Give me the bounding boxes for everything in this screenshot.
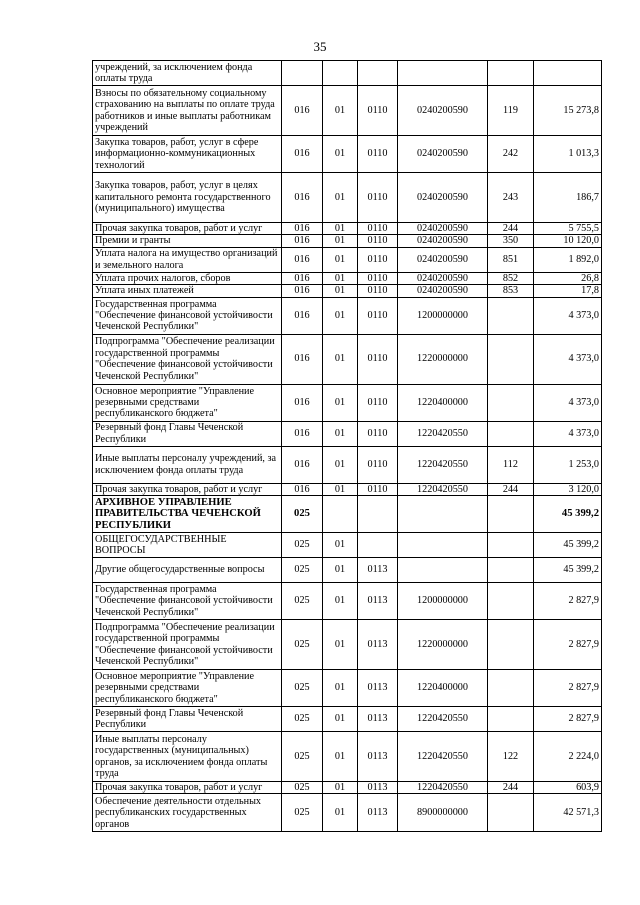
table-row xyxy=(93,136,602,173)
subsection-code-cell: 0113 xyxy=(358,583,398,620)
section-code-cell: 01 xyxy=(323,583,358,620)
amount-cell xyxy=(534,61,602,86)
amount-cell: 4 373,0 xyxy=(534,384,602,421)
row-name-cell: Премии и гранты xyxy=(93,235,282,247)
subsection-code-cell xyxy=(358,496,398,533)
table-row xyxy=(93,483,602,495)
target-code-cell: 1220000000 xyxy=(398,620,488,670)
amount-cell: 4 373,0 xyxy=(534,421,602,446)
target-code-cell: 1220420550 xyxy=(398,483,488,495)
ministry-code-cell: 016 xyxy=(282,223,323,235)
row-name-cell: Основное мероприятие "Управление резервными средствами республиканского бюджета" xyxy=(93,670,282,707)
expense-type-cell: 112 xyxy=(488,446,534,483)
target-code-cell: 1220400000 xyxy=(398,384,488,421)
ministry-code-cell: 016 xyxy=(282,272,323,284)
amount-cell: 45 399,2 xyxy=(534,558,602,583)
section-code-cell: 01 xyxy=(323,334,358,384)
table-row xyxy=(93,446,602,483)
subsection-code-cell: 0110 xyxy=(358,235,398,247)
ministry-code-cell: 016 xyxy=(282,297,323,334)
section-code-cell: 01 xyxy=(323,285,358,297)
table-row xyxy=(93,297,602,334)
subsection-code-cell: 0113 xyxy=(358,794,398,832)
expense-type-cell xyxy=(488,794,534,832)
subsection-code-cell: 0110 xyxy=(358,86,398,136)
target-code-cell: 1220420550 xyxy=(398,421,488,446)
subsection-code-cell: 0110 xyxy=(358,272,398,284)
ministry-code-cell: 016 xyxy=(282,173,323,223)
target-code-cell xyxy=(398,558,488,583)
target-code-cell: 1220420550 xyxy=(398,446,488,483)
row-name-cell: ОБЩЕГОСУДАРСТВЕННЫЕ ВОПРОСЫ xyxy=(93,533,282,558)
subsection-code-cell: 0110 xyxy=(358,173,398,223)
section-code-cell: 01 xyxy=(323,235,358,247)
target-code-cell: 1220420550 xyxy=(398,732,488,782)
target-code-cell xyxy=(398,61,488,86)
section-code-cell: 01 xyxy=(323,483,358,495)
table-row xyxy=(93,86,602,136)
section-code-cell: 01 xyxy=(323,384,358,421)
row-name-cell: Резервный фонд Главы Чеченской Республики xyxy=(93,421,282,446)
ministry-code-cell: 025 xyxy=(282,496,323,533)
target-code-cell: 1220400000 xyxy=(398,670,488,707)
row-name-cell: Взносы по обязательному социальному страхованию на выплаты по оплате труда работников и иные выплаты работникам учреждений xyxy=(93,86,282,136)
target-code-cell: 0240200590 xyxy=(398,173,488,223)
amount-cell: 15 273,8 xyxy=(534,86,602,136)
section-code-cell: 01 xyxy=(323,421,358,446)
section-code-cell: 01 xyxy=(323,223,358,235)
expense-type-cell: 119 xyxy=(488,86,534,136)
section-code-cell: 01 xyxy=(323,533,358,558)
expense-type-cell xyxy=(488,583,534,620)
expense-type-cell: 350 xyxy=(488,235,534,247)
section-code-cell: 01 xyxy=(323,86,358,136)
subsection-code-cell: 0113 xyxy=(358,558,398,583)
ministry-code-cell: 025 xyxy=(282,782,323,794)
section-code-cell: 01 xyxy=(323,558,358,583)
table-row xyxy=(93,782,602,794)
section-code-cell xyxy=(323,496,358,533)
row-name-cell: Обеспечение деятельности отдельных республиканских государственных органов xyxy=(93,794,282,832)
ministry-code-cell: 025 xyxy=(282,558,323,583)
amount-cell: 2 827,9 xyxy=(534,620,602,670)
ministry-code-cell: 016 xyxy=(282,334,323,384)
row-name-cell: Прочая закупка товаров, работ и услуг xyxy=(93,223,282,235)
row-name-cell: Закупка товаров, работ, услуг в сфере информационно-коммуникационных технологий xyxy=(93,136,282,173)
row-name-cell: Подпрограмма "Обеспечение реализации государственной программы "Обеспечение финансовой устойчивости Чеченской Республики" xyxy=(93,334,282,384)
ministry-code-cell: 016 xyxy=(282,285,323,297)
target-code-cell: 8900000000 xyxy=(398,794,488,832)
row-name-cell: Основное мероприятие "Управление резервными средствами республиканского бюджета" xyxy=(93,384,282,421)
target-code-cell: 0240200590 xyxy=(398,285,488,297)
row-name-cell: Государственная программа "Обеспечение финансовой устойчивости Чеченской Республики" xyxy=(93,583,282,620)
amount-cell: 45 399,2 xyxy=(534,533,602,558)
expense-type-cell: 244 xyxy=(488,782,534,794)
amount-cell: 42 571,3 xyxy=(534,794,602,832)
row-name-cell: учреждений, за исключением фонда оплаты труда xyxy=(93,61,282,86)
expense-type-cell xyxy=(488,707,534,732)
amount-cell: 17,8 xyxy=(534,285,602,297)
table-row xyxy=(93,334,602,384)
expense-type-cell xyxy=(488,384,534,421)
section-code-cell: 01 xyxy=(323,670,358,707)
target-code-cell: 1220420550 xyxy=(398,782,488,794)
target-code-cell xyxy=(398,496,488,533)
ministry-code-cell: 016 xyxy=(282,247,323,272)
amount-cell: 26,8 xyxy=(534,272,602,284)
target-code-cell: 1220000000 xyxy=(398,334,488,384)
subsection-code-cell: 0110 xyxy=(358,384,398,421)
amount-cell: 45 399,2 xyxy=(534,496,602,533)
ministry-code-cell: 025 xyxy=(282,583,323,620)
expense-type-cell xyxy=(488,533,534,558)
expense-type-cell: 244 xyxy=(488,223,534,235)
table-row xyxy=(93,670,602,707)
target-code-cell: 1200000000 xyxy=(398,297,488,334)
expense-type-cell: 852 xyxy=(488,272,534,284)
amount-cell: 1 892,0 xyxy=(534,247,602,272)
subsection-code-cell: 0110 xyxy=(358,136,398,173)
expense-type-cell xyxy=(488,496,534,533)
row-name-cell: Иные выплаты персоналу учреждений, за исключением фонда оплаты труда xyxy=(93,446,282,483)
section-code-cell: 01 xyxy=(323,707,358,732)
budget-table-body xyxy=(93,61,602,832)
section-code-cell: 01 xyxy=(323,446,358,483)
subsection-code-cell xyxy=(358,533,398,558)
section-code-cell: 01 xyxy=(323,782,358,794)
expense-type-cell xyxy=(488,670,534,707)
ministry-code-cell: 016 xyxy=(282,136,323,173)
table-row xyxy=(93,707,602,732)
amount-cell: 1 013,3 xyxy=(534,136,602,173)
subsection-code-cell xyxy=(358,61,398,86)
table-row xyxy=(93,223,602,235)
table-row xyxy=(93,496,602,533)
target-code-cell: 0240200590 xyxy=(398,86,488,136)
expense-type-cell xyxy=(488,297,534,334)
ministry-code-cell: 016 xyxy=(282,483,323,495)
subsection-code-cell: 0110 xyxy=(358,483,398,495)
expense-type-cell xyxy=(488,620,534,670)
ministry-code-cell: 025 xyxy=(282,794,323,832)
section-code-cell xyxy=(323,61,358,86)
row-name-cell: Другие общегосударственные вопросы xyxy=(93,558,282,583)
subsection-code-cell: 0110 xyxy=(358,446,398,483)
amount-cell: 10 120,0 xyxy=(534,235,602,247)
ministry-code-cell: 016 xyxy=(282,235,323,247)
row-name-cell: Уплата прочих налогов, сборов xyxy=(93,272,282,284)
row-name-cell: Уплата иных платежей xyxy=(93,285,282,297)
expense-type-cell: 242 xyxy=(488,136,534,173)
target-code-cell xyxy=(398,533,488,558)
row-name-cell: Государственная программа "Обеспечение финансовой устойчивости Чеченской Республики" xyxy=(93,297,282,334)
ministry-code-cell: 016 xyxy=(282,384,323,421)
section-code-cell: 01 xyxy=(323,136,358,173)
target-code-cell: 0240200590 xyxy=(398,136,488,173)
expense-type-cell: 853 xyxy=(488,285,534,297)
section-code-cell: 01 xyxy=(323,794,358,832)
subsection-code-cell: 0110 xyxy=(358,421,398,446)
ministry-code-cell: 016 xyxy=(282,421,323,446)
subsection-code-cell: 0113 xyxy=(358,670,398,707)
ministry-code-cell: 025 xyxy=(282,670,323,707)
table-row xyxy=(93,384,602,421)
row-name-cell: Прочая закупка товаров, работ и услуг xyxy=(93,483,282,495)
row-name-cell: Иные выплаты персоналу государственных (муниципальных) органов, за исключением фонда оплаты труда xyxy=(93,732,282,782)
row-name-cell: Прочая закупка товаров, работ и услуг xyxy=(93,782,282,794)
target-code-cell: 0240200590 xyxy=(398,223,488,235)
table-row xyxy=(93,558,602,583)
target-code-cell: 0240200590 xyxy=(398,235,488,247)
section-code-cell: 01 xyxy=(323,297,358,334)
table-row xyxy=(93,173,602,223)
row-name-cell: АРХИВНОЕ УПРАВЛЕНИЕ ПРАВИТЕЛЬСТВА ЧЕЧЕНСКОЙ РЕСПУБЛИКИ xyxy=(93,496,282,533)
table-row xyxy=(93,235,602,247)
row-name-cell: Резервный фонд Главы Чеченской Республики xyxy=(93,707,282,732)
amount-cell: 1 253,0 xyxy=(534,446,602,483)
table-row xyxy=(93,794,602,832)
subsection-code-cell: 0113 xyxy=(358,782,398,794)
amount-cell: 603,9 xyxy=(534,782,602,794)
table-row xyxy=(93,61,602,86)
expense-type-cell: 122 xyxy=(488,732,534,782)
amount-cell: 4 373,0 xyxy=(534,334,602,384)
ministry-code-cell: 025 xyxy=(282,707,323,732)
page-number: 35 xyxy=(313,39,327,54)
expense-type-cell xyxy=(488,421,534,446)
subsection-code-cell: 0110 xyxy=(358,247,398,272)
target-code-cell: 1200000000 xyxy=(398,583,488,620)
amount-cell: 5 755,5 xyxy=(534,223,602,235)
amount-cell: 2 827,9 xyxy=(534,707,602,732)
row-name-cell: Закупка товаров, работ, услуг в целях капитального ремонта государственного (муниципального) имущества xyxy=(93,173,282,223)
amount-cell: 186,7 xyxy=(534,173,602,223)
table-row xyxy=(93,583,602,620)
table-row xyxy=(93,533,602,558)
expense-type-cell: 851 xyxy=(488,247,534,272)
ministry-code-cell: 016 xyxy=(282,86,323,136)
table-row xyxy=(93,285,602,297)
subsection-code-cell: 0110 xyxy=(358,285,398,297)
section-code-cell: 01 xyxy=(323,272,358,284)
expense-type-cell xyxy=(488,61,534,86)
amount-cell: 2 224,0 xyxy=(534,732,602,782)
table-row xyxy=(93,732,602,782)
target-code-cell: 0240200590 xyxy=(398,247,488,272)
subsection-code-cell: 0113 xyxy=(358,707,398,732)
amount-cell: 3 120,0 xyxy=(534,483,602,495)
subsection-code-cell: 0110 xyxy=(358,297,398,334)
section-code-cell: 01 xyxy=(323,620,358,670)
section-code-cell: 01 xyxy=(323,732,358,782)
expense-type-cell xyxy=(488,558,534,583)
table-row xyxy=(93,247,602,272)
table-row xyxy=(93,272,602,284)
expense-type-cell xyxy=(488,334,534,384)
row-name-cell: Уплата налога на имущество организаций и земельного налога xyxy=(93,247,282,272)
amount-cell: 4 373,0 xyxy=(534,297,602,334)
ministry-code-cell: 016 xyxy=(282,446,323,483)
ministry-code-cell: 025 xyxy=(282,732,323,782)
subsection-code-cell: 0113 xyxy=(358,620,398,670)
ministry-code-cell xyxy=(282,61,323,86)
table-row xyxy=(93,620,602,670)
section-code-cell: 01 xyxy=(323,173,358,223)
target-code-cell: 1220420550 xyxy=(398,707,488,732)
target-code-cell: 0240200590 xyxy=(398,272,488,284)
section-code-cell: 01 xyxy=(323,247,358,272)
ministry-code-cell: 025 xyxy=(282,533,323,558)
subsection-code-cell: 0110 xyxy=(358,223,398,235)
table-row xyxy=(93,421,602,446)
expense-type-cell: 243 xyxy=(488,173,534,223)
row-name-cell: Подпрограмма "Обеспечение реализации государственной программы "Обеспечение финансовой устойчивости Чеченской Республики" xyxy=(93,620,282,670)
subsection-code-cell: 0110 xyxy=(358,334,398,384)
subsection-code-cell: 0113 xyxy=(358,732,398,782)
budget-table xyxy=(92,60,602,832)
ministry-code-cell: 025 xyxy=(282,620,323,670)
amount-cell: 2 827,9 xyxy=(534,583,602,620)
amount-cell: 2 827,9 xyxy=(534,670,602,707)
expense-type-cell: 244 xyxy=(488,483,534,495)
